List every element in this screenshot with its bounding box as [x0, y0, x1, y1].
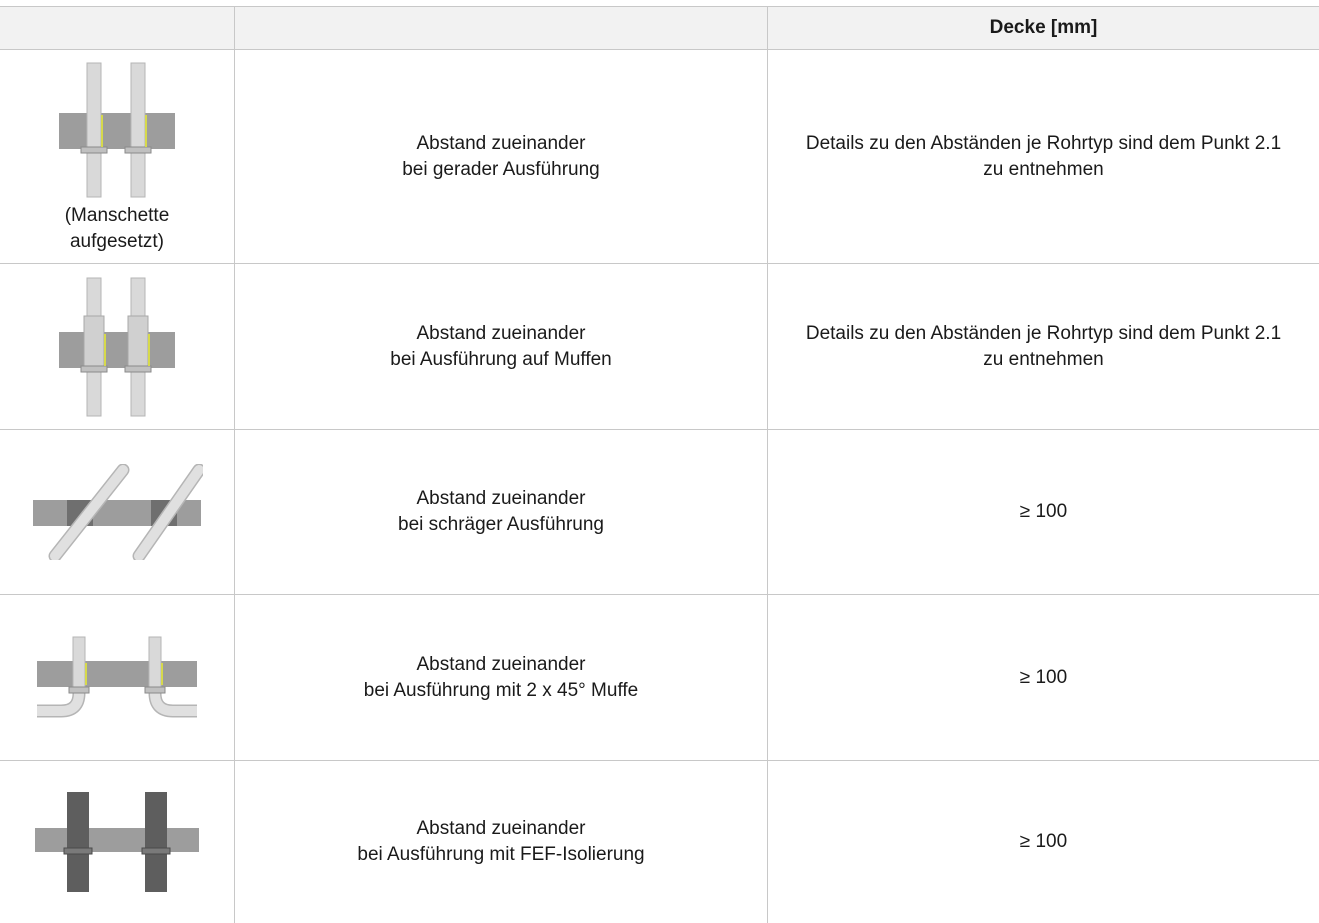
header-col-description [235, 6, 767, 49]
table-row-5-description: Abstand zueinander bei Ausführung mit FEF-Isolierung [357, 818, 645, 865]
sleeve-pipes-icon [57, 276, 177, 418]
table-row-2-value: Details zu den Abständen je Rohrtyp sind dem Punkt 2.1 zu entnehmen [805, 322, 1282, 370]
table-row-1-illustration [0, 50, 234, 263]
header-col-ceiling: Decke [mm] [989, 16, 1098, 38]
table-row-2-description: Abstand zueinander bei Ausführung auf Muffen [390, 322, 612, 370]
table-row-1-description: Abstand zueinander bei gerader Ausführung [402, 132, 600, 180]
diagonal-pipes-icon [31, 464, 203, 560]
table-row-5-illustration [0, 761, 234, 923]
table-row-4-illustration [0, 595, 234, 760]
header-col-illustration [0, 6, 234, 49]
caption: (Manschette aufgesetzt) [64, 204, 170, 252]
table-row-2-illustration [0, 264, 234, 429]
table-row-1-value: Details zu den Abständen je Rohrtyp sind dem Punkt 2.1 zu entnehmen [805, 132, 1282, 180]
table-row-3-description: Abstand zueinander bei schräger Ausführung [398, 488, 604, 535]
table-row-3-illustration [0, 430, 234, 594]
elbow-pipes-icon [35, 635, 199, 721]
table-row-5-value: ≥ 100 [1019, 831, 1068, 852]
table-row-4-description: Abstand zueinander bei Ausführung mit 2 x 45° Muffe [363, 653, 639, 701]
table-row-4-value: ≥ 100 [1019, 666, 1068, 688]
table-row-3-value: ≥ 100 [1019, 501, 1068, 522]
insulated-pipes-icon [33, 790, 201, 894]
straight-pipes-icon [57, 59, 177, 199]
